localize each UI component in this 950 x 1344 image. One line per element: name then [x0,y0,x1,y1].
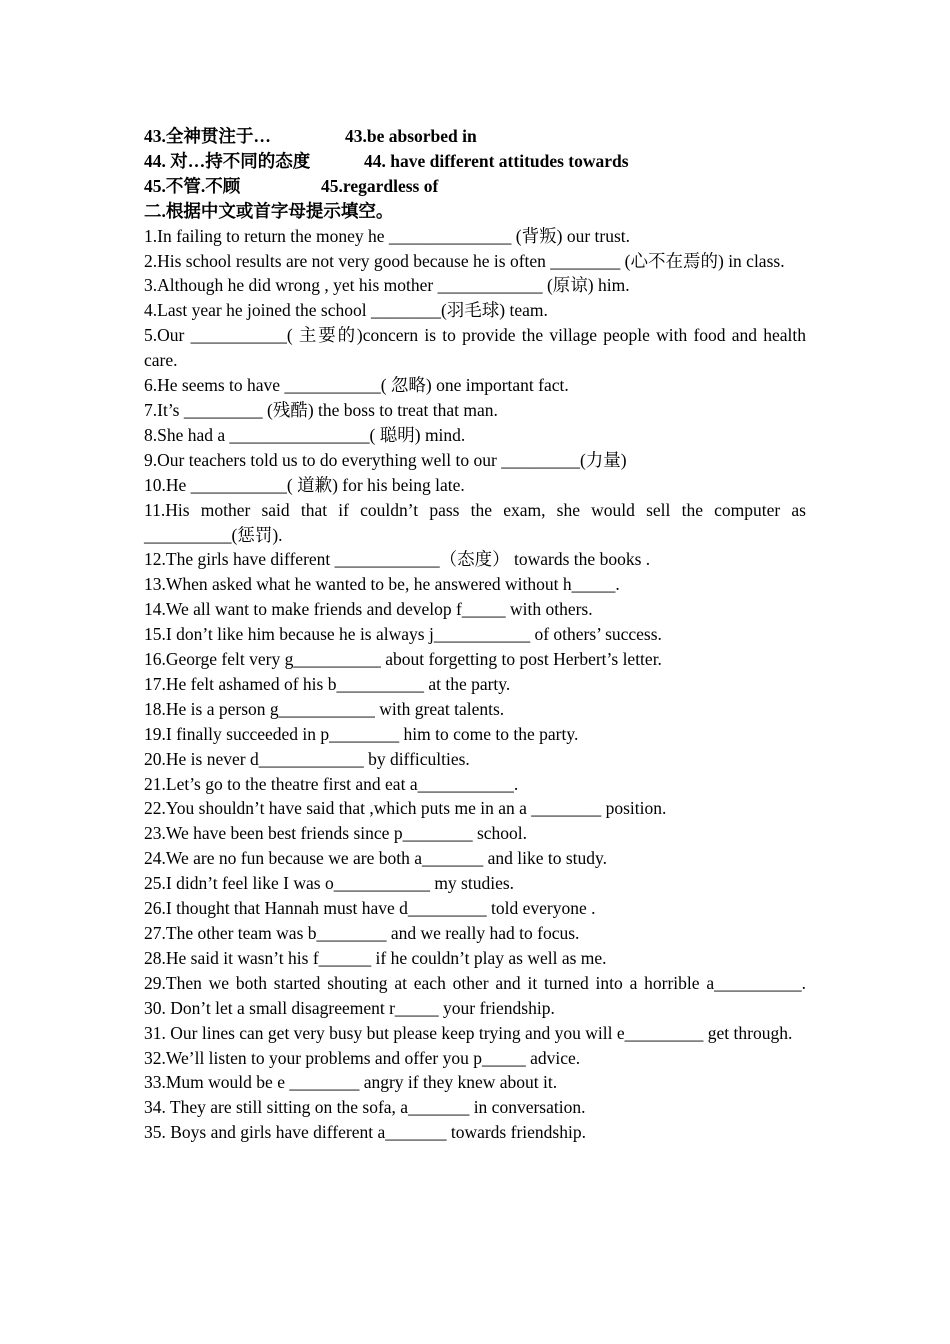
worksheet-content [144,124,806,1145]
question-item: 25.I didn’t feel like I was o___________ my studies. [144,873,515,894]
question-item: 18.He is a person g___________ with great talents. [144,698,505,719]
question-item: 7.It’s _________ (残酷) the boss to treat that man. [144,399,498,420]
question-item: 2.His school results are not very good because he is often ________ (心不在焉的) in class. [144,250,785,271]
question-item: 26.I thought that Hannah must have d_________ told everyone . [144,898,596,919]
question-item: 13.When asked what he wanted to be, he answered without h_____. [144,574,620,595]
question-item: 1.In failing to return the money he ______________ (背叛) our trust. [144,225,631,246]
vocab-item [144,124,806,149]
vocab-english: 44. have different attitudes towards [364,150,629,171]
vocab-chinese: 45.不管.不顾 [144,175,241,196]
question-item: 16.George felt very g__________ about forgetting to post Herbert’s letter. [144,649,662,670]
question-item: 4.Last year he joined the school ________(羽毛球) team. [144,300,548,321]
question-item: 31. Our lines can get very busy but please keep trying and you will e_________ get through. [144,1022,793,1043]
question-item: 28.He said it wasn’t his f______ if he couldn’t play as well as me. [144,947,607,968]
vocab-item [144,149,806,174]
question-item: 20.He is never d____________ by difficulties. [144,748,470,769]
question-item: 24.We are no fun because we are both a_______ and like to study. [144,848,608,869]
question-item: 17.He felt ashamed of his b__________ at the party. [144,673,511,694]
question-item: 12.The girls have different ____________（态度） towards the books . [144,549,651,570]
question-item: 11.His mother said that if couldn’t pass the exam, she would sell the computer as __________(惩罚). [144,499,806,545]
question-item: 34. They are still sitting on the sofa, a_______ in conversation. [144,1097,586,1118]
vocab-chinese: 43.全神贯注于… [144,126,271,146]
question-item: 22.You shouldn’t have said that ,which puts me in an a ________ position. [144,798,667,819]
question-item: 15.I don’t like him because he is always j___________ of others’ success. [144,624,662,645]
question-item: 23.We have been best friends since p________ school. [144,823,528,844]
question-item: 27.The other team was b________ and we really had to focus. [144,923,580,943]
question-item: 9.Our teachers told us to do everything well to our _________(力量) [144,449,627,470]
question-item: 21.Let’s go to the theatre first and eat a___________. [144,773,519,794]
question-item: 19.I finally succeeded in p________ him to come to the party. [144,723,579,744]
question-list [144,224,806,1146]
question-item: 30. Don’t let a small disagreement r_____ your friendship. [144,997,555,1018]
question-item: 6.He seems to have ___________( 忽略) one important fact. [144,375,569,396]
question-item: 3.Although he did wrong , yet his mother ____________ (原谅) him. [144,275,630,296]
question-item: 5.Our ___________( 主要的)concern is to provide the village people with food and health care. [144,325,806,371]
vocab-english: 43.be absorbed in [345,126,477,146]
vocab-english: 45.regardless of [321,175,439,196]
question-item: 8.She had a ________________( 聪明) mind. [144,424,466,445]
vocab-item [144,174,806,199]
question-item: 33.Mum would be e ________ angry if they knew about it. [144,1072,558,1093]
question-item: 14.We all want to make friends and develop f_____ with others. [144,599,593,620]
question-item: 10.He ___________( 道歉) for his being late. [144,474,465,495]
question-item: 32.We’ll listen to your problems and offer you p_____ advice. [144,1047,581,1068]
question-item: 35. Boys and girls have different a_______ towards friendship. [144,1122,586,1143]
section-heading: 二.根据中文或首字母提示填空。 [144,200,394,221]
vocab-chinese: 44. 对…持不同的态度 [144,150,311,171]
question-item: 29.Then we both started shouting at each other and it turned into a horrible a__________. [144,972,806,993]
